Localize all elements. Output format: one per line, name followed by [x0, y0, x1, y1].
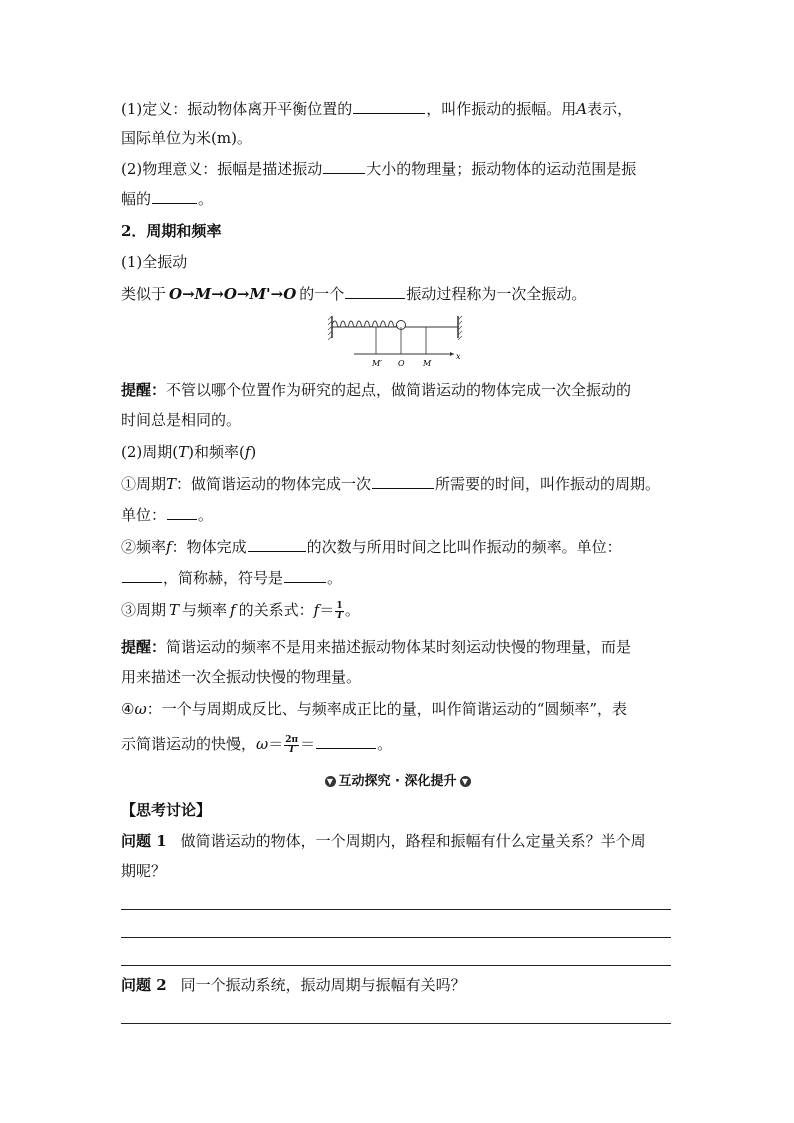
text: ：做简谐运动的物体完成一次	[176, 475, 372, 493]
text: 的一个	[299, 285, 345, 303]
fill-blank[interactable]	[284, 567, 326, 583]
tip2-line-1	[121, 637, 631, 657]
chevron-down-icon: ▼	[460, 776, 471, 787]
fraction-numerator: 2π	[285, 734, 299, 745]
tip-line-1	[121, 380, 631, 400]
fill-blank[interactable]	[316, 733, 376, 749]
text: 与频率	[182, 601, 228, 619]
tip-label: 提醒：	[121, 381, 167, 399]
fill-blank[interactable]	[122, 567, 162, 583]
text: ①周期	[121, 475, 167, 493]
text: )	[250, 443, 257, 461]
fill-blank[interactable]	[167, 504, 197, 520]
label-m: M	[423, 359, 432, 368]
variable-f: f	[230, 601, 236, 619]
question-label: 问题 1	[121, 832, 167, 850]
text: )和频率(	[188, 443, 245, 461]
text: ，简称赫，符号是	[163, 569, 284, 587]
fraction-denominator: T	[336, 610, 343, 621]
fill-blank[interactable]	[345, 283, 405, 299]
tip-text: 不管以哪个位置作为研究的起点，做简谐运动的物体完成一次全振动的	[166, 381, 632, 399]
omega-line-2	[121, 733, 392, 755]
tip-line-2: 时间总是相同的。	[121, 411, 242, 429]
answer-line[interactable]	[121, 1023, 671, 1024]
variable-omega: ω	[256, 735, 269, 753]
section-banner	[310, 773, 485, 791]
meaning-line-1	[121, 158, 636, 179]
text: 的关系式：	[238, 601, 314, 619]
fill-blank[interactable]	[152, 188, 197, 204]
period-unit-line	[121, 504, 213, 525]
variable-a: A	[576, 100, 588, 118]
answer-line[interactable]	[121, 909, 671, 910]
text: 类似于	[121, 285, 167, 303]
question-text: 做简谐运动的物体，一个周期内，路程和振幅有什么定量关系？半个周	[180, 832, 646, 850]
chevron-down-icon: ▼	[325, 776, 336, 787]
variable-f: f	[166, 538, 172, 556]
text: ：一个与周期成反比、与频率成正比的量，叫作简谐运动的“圆频率”，表	[146, 700, 628, 718]
fill-blank[interactable]	[372, 473, 434, 489]
fraction-numerator: 1	[336, 600, 343, 611]
subheading: (1)全振动	[121, 253, 188, 271]
definition-text: 表示，	[587, 100, 633, 118]
frequency-line-1	[121, 536, 622, 557]
text: 。	[198, 506, 214, 524]
x-axis-arrow	[450, 352, 454, 356]
meaning-text: 。	[198, 190, 214, 208]
tip2-line-2: 用来描述一次全振动快慢的物理量。	[121, 668, 362, 686]
fill-blank[interactable]	[353, 98, 425, 114]
text: 所需要的时间，叫作振动的周期。	[435, 475, 661, 493]
question-1-line-2: 期呢？	[121, 862, 167, 880]
variable-omega: ω	[134, 700, 147, 718]
text: 单位：	[121, 506, 167, 524]
period-line-1	[121, 473, 660, 494]
meaning-text: (2)物理意义：振幅是描述振动	[121, 160, 323, 178]
text: ③周期	[121, 601, 167, 619]
unit-text: 国际单位为米(m)。	[121, 129, 252, 147]
question-2-line-1	[121, 975, 466, 995]
fill-blank[interactable]	[248, 536, 306, 552]
text: 示简谐运动的快慢，	[121, 735, 257, 753]
fraction-1-over-t	[335, 602, 344, 621]
definition-line-2	[121, 128, 252, 148]
label-o: O	[398, 359, 405, 368]
text: 振动过程称为一次全振动。	[406, 285, 587, 303]
definition-text: (1)定义：振动物体离开平衡位置的	[121, 100, 353, 118]
label-m-prime: M′	[372, 359, 383, 368]
subheading-period-frequency	[121, 442, 256, 462]
discussion-heading: 【思考讨论】	[121, 801, 212, 819]
answer-line[interactable]	[121, 937, 671, 938]
full-vibration-line	[121, 283, 586, 304]
relation-line	[121, 600, 360, 621]
section-banner-title: 互动探究 · 深化提升	[338, 774, 457, 789]
tip-text: 简谐运动的频率不是用来描述振动物体某时刻运动快慢的物理量，而是	[166, 638, 632, 656]
spring-oscillator-diagram	[326, 312, 466, 370]
fill-blank[interactable]	[323, 158, 365, 174]
text: 。	[327, 569, 343, 587]
meaning-line-2	[121, 188, 213, 209]
text: ②频率	[121, 538, 167, 556]
meaning-text: 大小的物理量；振动物体的运动范围是振	[366, 160, 637, 178]
equals-sign: ＝	[268, 735, 284, 753]
question-label: 问题 2	[121, 976, 167, 994]
question-1-line-1	[121, 831, 646, 851]
equals-sign: ＝	[319, 601, 335, 619]
variable-t: T	[169, 601, 180, 619]
section-heading: 2．周期和频率	[121, 222, 222, 240]
fraction-denominator: T	[288, 744, 296, 755]
omega-line-1	[121, 699, 627, 719]
definition-text: ，叫作振动的振幅。用	[426, 100, 577, 118]
variable-t: T	[178, 443, 189, 461]
question-text: 同一个振动系统，振动周期与振幅有关吗？	[180, 976, 466, 994]
tip-label: 提醒：	[121, 638, 167, 656]
text: (2)周期(	[121, 443, 179, 461]
text: 的次数与所用时间之比叫作振动的频率。单位：	[306, 538, 622, 556]
fraction-2pi-over-t	[284, 736, 299, 755]
text: ：物体完成	[171, 538, 247, 556]
text: 。	[344, 601, 360, 619]
answer-line[interactable]	[121, 965, 671, 966]
vibration-path: O→M→O→M'→O	[169, 285, 297, 303]
variable-t: T	[166, 475, 177, 493]
meaning-text: 幅的	[121, 190, 152, 208]
variable-f: f	[313, 601, 320, 619]
text: ④	[121, 700, 135, 718]
frequency-line-2	[121, 567, 342, 588]
variable-f: f	[244, 443, 251, 461]
text: 。	[377, 735, 393, 753]
label-x: x	[456, 352, 461, 361]
equals-sign: ＝	[300, 735, 316, 753]
definition-line-1	[121, 98, 632, 119]
spring	[332, 321, 397, 327]
